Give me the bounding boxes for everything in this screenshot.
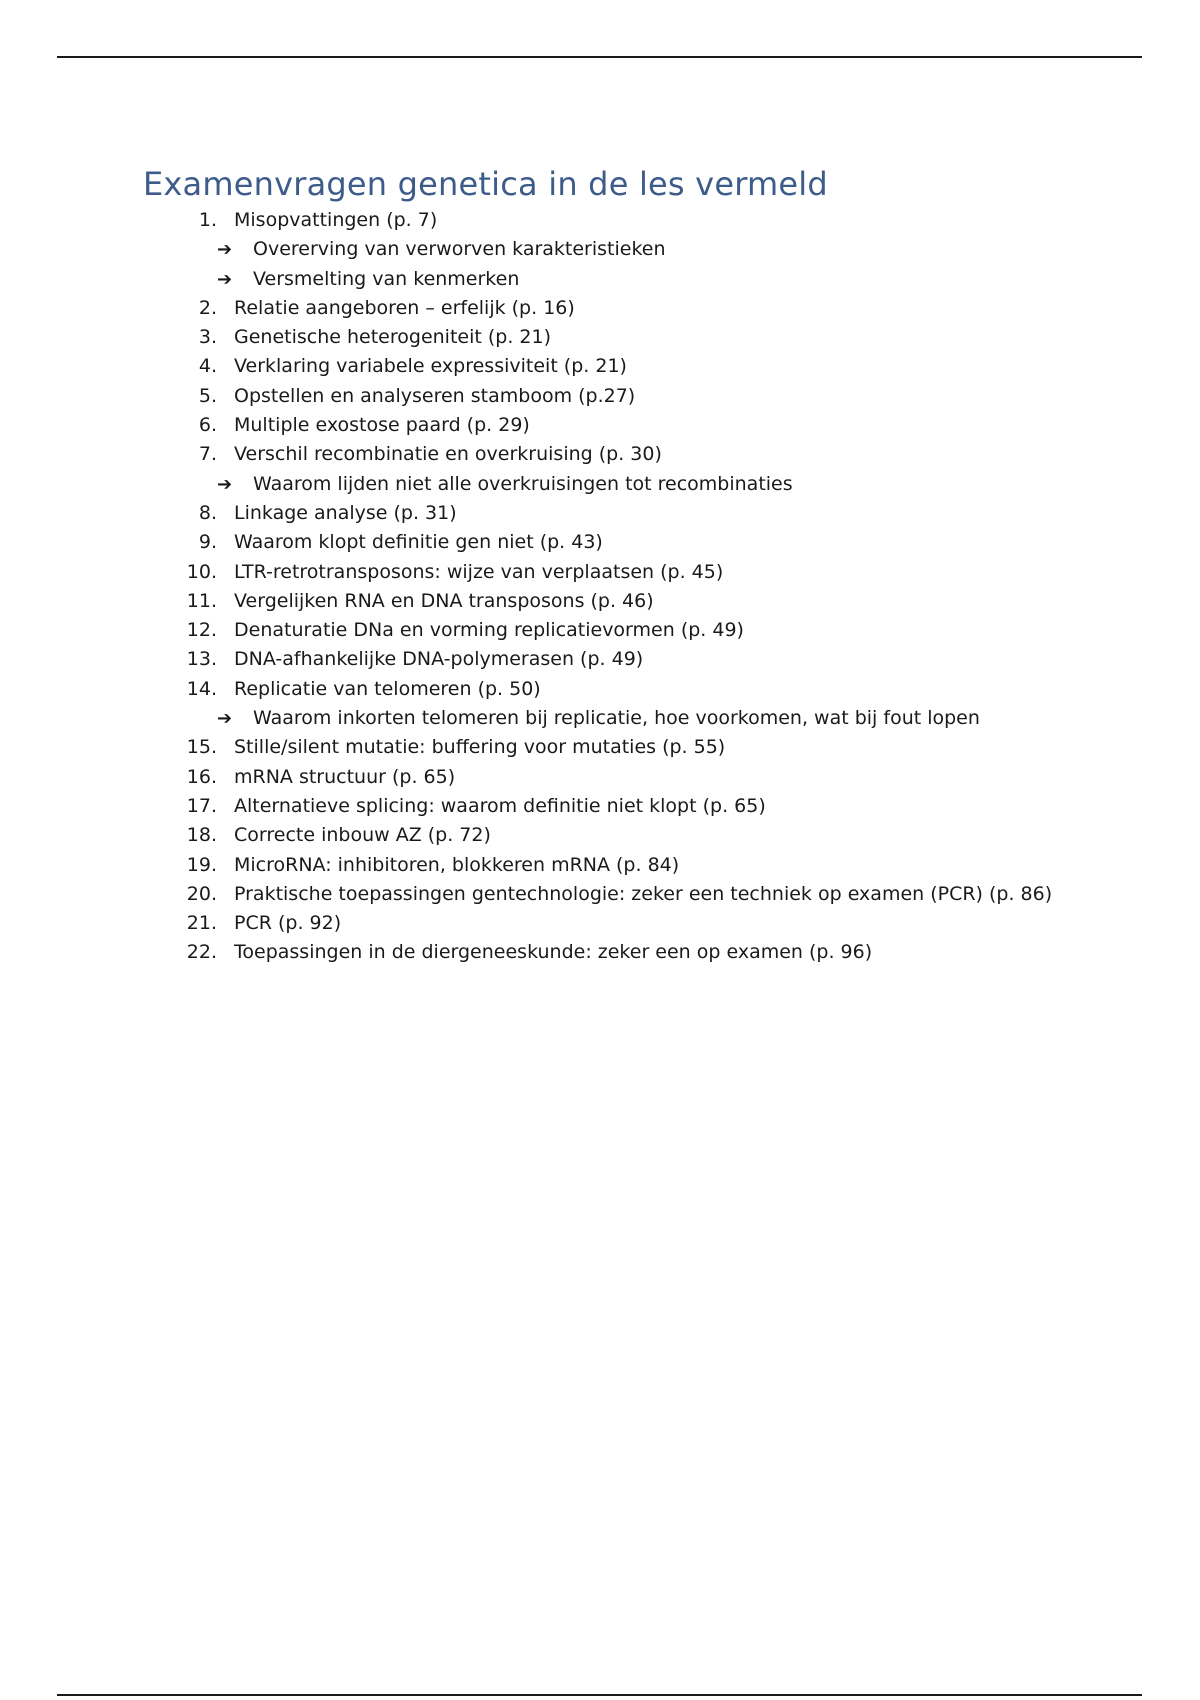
arrow-right-icon: ➔ [217, 473, 233, 495]
list-item [143, 206, 1143, 235]
sub-list-item-text: Waarom inkorten telomeren bij replicatie, hoe voorkomen, wat bij fout lopen [253, 707, 980, 730]
list-item-number: 18. [186, 824, 217, 847]
list-item-text: Replicatie van telomeren (p. 50) [234, 677, 541, 700]
list-item [143, 792, 1143, 821]
list-item [143, 294, 1143, 323]
footer-rule [57, 1694, 1142, 1696]
exam-question-list [143, 206, 1143, 968]
list-item-text: LTR-retrotransposons: wijze van verplaatsen (p. 45) [234, 560, 724, 583]
list-item-text: mRNA structuur (p. 65) [234, 765, 456, 788]
list-item [143, 499, 1143, 528]
list-item [143, 587, 1143, 616]
list-item-number: 10. [186, 560, 217, 583]
list-item-text: Vergelijken RNA en DNA transposons (p. 46) [234, 589, 654, 612]
list-item-number: 5. [198, 384, 217, 407]
list-item-text: MicroRNA: inhibitoren, blokkeren mRNA (p. 84) [234, 853, 680, 876]
list-item [143, 763, 1143, 792]
list-item-number: 4. [198, 355, 217, 378]
list-item-number: 15. [186, 736, 217, 759]
list-item-text: Waarom klopt definitie gen niet (p. 43) [234, 531, 603, 554]
list-item [143, 909, 1143, 938]
sub-list-item [143, 265, 1143, 294]
list-item [143, 645, 1143, 674]
list-item-text: DNA-afhankelijke DNA-polymerasen (p. 49) [234, 648, 644, 671]
sub-list-item-text: Waarom lijden niet alle overkruisingen tot recombinaties [253, 472, 793, 495]
list-item [143, 733, 1143, 762]
list-item-number: 7. [198, 443, 217, 466]
list-item-text: Linkage analyse (p. 31) [234, 501, 457, 524]
list-item-text: Toepassingen in de diergeneeskunde: zeker een op examen (p. 96) [234, 941, 873, 964]
sub-list-item [143, 235, 1143, 264]
list-item-number: 3. [198, 326, 217, 349]
list-item-number: 14. [186, 677, 217, 700]
page-content [143, 162, 1143, 968]
list-item [143, 938, 1143, 967]
sub-list-item [143, 470, 1143, 499]
list-item [143, 821, 1143, 850]
list-item [143, 440, 1143, 469]
list-item [143, 323, 1143, 352]
list-item-text: Relatie aangeboren – erfelijk (p. 16) [234, 296, 575, 319]
list-item [143, 382, 1143, 411]
list-item-number: 6. [198, 414, 217, 437]
arrow-right-icon: ➔ [217, 239, 233, 261]
list-item [143, 880, 1143, 909]
list-item [143, 558, 1143, 587]
list-item [143, 352, 1143, 381]
list-item-text: Genetische heterogeniteit (p. 21) [234, 326, 551, 349]
list-item-number: 9. [198, 531, 217, 554]
list-item-number: 21. [186, 912, 217, 935]
list-item-number: 11. [186, 589, 217, 612]
page-title: Examenvragen genetica in de les vermeld [143, 165, 828, 203]
list-item-number: 13. [186, 648, 217, 671]
list-item [143, 528, 1143, 557]
sub-list-item-text: Versmelting van kenmerken [253, 267, 520, 290]
list-item-text: Alternatieve splicing: waarom definitie niet klopt (p. 65) [234, 794, 766, 817]
sub-list-item [143, 704, 1143, 733]
header-rule [57, 56, 1142, 58]
list-item-text: Misopvattingen (p. 7) [234, 209, 438, 231]
list-item-text: Denaturatie DNa en vorming replicatievormen (p. 49) [234, 619, 744, 642]
list-item [143, 411, 1143, 440]
list-item-number: 20. [186, 882, 217, 905]
list-item-number: 1. [198, 209, 217, 231]
list-item [143, 851, 1143, 880]
list-item-number: 12. [186, 619, 217, 642]
arrow-right-icon: ➔ [217, 708, 233, 730]
sub-list-item-text: Overerving van verworven karakteristieken [253, 238, 666, 261]
list-item [143, 675, 1143, 704]
list-item-text: Multiple exostose paard (p. 29) [234, 414, 530, 437]
list-item-text: Stille/silent mutatie: buffering voor mutaties (p. 55) [234, 736, 726, 759]
list-item-text: PCR (p. 92) [234, 912, 342, 935]
list-item-number: 22. [186, 941, 217, 964]
list-item-number: 2. [198, 296, 217, 319]
list-item-number: 8. [198, 501, 217, 524]
list-item-text: Verklaring variabele expressiviteit (p. 21) [234, 355, 627, 378]
list-item-number: 17. [186, 794, 217, 817]
list-item-text: Praktische toepassingen gentechnologie: zeker een techniek op examen (PCR) (p. 86) [234, 882, 1053, 905]
arrow-right-icon: ➔ [217, 268, 233, 290]
list-item-number: 19. [186, 853, 217, 876]
list-item-text: Verschil recombinatie en overkruising (p. 30) [234, 443, 662, 466]
list-item-text: Correcte inbouw AZ (p. 72) [234, 824, 491, 847]
list-item-text: Opstellen en analyseren stamboom (p.27) [234, 384, 636, 407]
list-item-number: 16. [186, 765, 217, 788]
list-item [143, 616, 1143, 645]
